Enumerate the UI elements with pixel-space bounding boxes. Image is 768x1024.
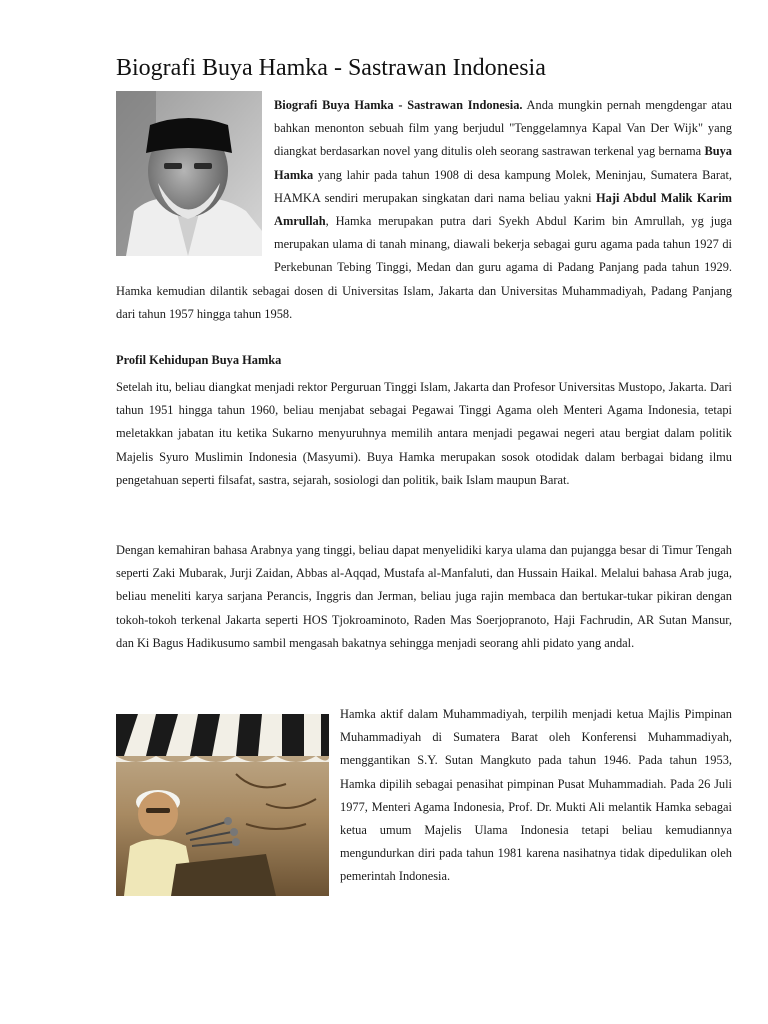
- intro-bold-fullname: Haji Abdul Malik Karim Amrullah: [274, 190, 733, 229]
- paragraph-language: Dengan kemahiran bahasa Arabnya yang tinggi, beliau dapat menyelidiki karya ulama dan pujangga besar di Timur Tengah seperti Zaki Mubarak, Jurji Zaidan, Abbas al-Aqqad, Mustafa al-Manfaluti, dan Hussain Haikal. Melalui bahasa Arab juga, beliau meneliti karya sarjana Perancis, Inggris dan Jerman, beliau juga rajin membaca dan bertukar-tukar pikiran dengan tokoh-tokoh terkenal Jakarta seperti HOS Tjokroaminoto, Raden Mas Soerjopranoto, Haji Fachrudin, AR Sutan Mansur, dan Ki Bagus Hadikusumo sambil mengasah bakatnya sehingga menjadi seorang ahli pidato yang andal.: [116, 543, 732, 650]
- section-heading: Profil Kehidupan Buya Hamka: [116, 353, 282, 367]
- intro-text-b: yang lahir pada tahun 1908 di desa kampung Molek, Meninjau, Sumatera Barat, HAMKA sendiri merupakan singkatan dari nama beliau yakni: [274, 167, 732, 205]
- speech-photo: [116, 714, 329, 896]
- intro-text-c: , Hamka merupakan putra dari Syekh Abdul Karim bin Amrullah, yg juga merupakan ulama di tanah minang, diawali bekerja sebagai guru agama pada tahun 1927 di Perkebunan Tebing Tinggi, Medan dan guru agama di Padang Panjang pada tahun 1929. Hamka kemudian dilantik sebagai dosen di Universitas Islam, Jakarta dan Universitas Muhammadiyah, Padang Panjang dari tahun 1957 hingga tahun 1958.: [116, 214, 732, 321]
- portrait-photo-spacer: [116, 96, 262, 260]
- paragraph-muhammadiyah: Hamka aktif dalam Muhammadiyah, terpilih menjadi ketua Majlis Pimpinan Muhammadiyah di Sumatera Barat oleh Konferensi Muhammadiyah, menggantikan S.Y. Sutan Mangkuto pada tahun 1946. Pada tahun 1953, Hamka dipilih sebagai penasihat pimpinan Pusat Muhammadiah. Pada 26 Juli 1977, Menteri Agama Indonesia, Prof. Dr. Mukti Ali melantik Hamka sebagai ketua umum Majelis Ulama Indonesia tetapi beliau kemudiannya mengundurkan diri pada tahun 1981 karena nasihatnya tidak dipedulikan oleh pemerintah Indonesia.: [340, 707, 732, 884]
- intro-bold-lead: Biografi Buya Hamka - Sastrawan Indonesia.: [274, 98, 523, 112]
- intro-bold-name: Buya Hamka: [274, 144, 732, 182]
- intro-paragraph: [116, 94, 732, 326]
- paragraph-profile: Setelah itu, beliau diangkat menjadi rektor Perguruan Tinggi Islam, Jakarta dan Profesor Universitas Mustopo, Jakarta. Dari tahun 1951 hingga tahun 1960, beliau menjabat sebagai Pegawai Tinggi Agama oleh Menteri Agama Indonesia, tetapi meletakkan jabatan itu ketika Sukarno menyuruhnya memilih antara menjadi pegawai negeri atau bergiat dalam politik Majelis Syuro Muslimin Indonesia (Masyumi). Buya Hamka merupakan sosok otodidak dalam berbagai bidang ilmu pengetahuan seperti filsafat, sastra, sejarah, sosiologi dan politik, baik Islam maupun Barat.: [116, 380, 732, 487]
- intro-text-a: Anda mungkin pernah mengdengar atau bahkan menonton sebuah film yang berjudul "Tenggelamnya Kapal Van Der Wijk" yang diangkat berdasarkan novel yang ditulis oleh seorang sastrawan terkenal yag bernama: [274, 98, 732, 159]
- page-title: Biografi Buya Hamka - Sastrawan Indonesia: [116, 55, 546, 81]
